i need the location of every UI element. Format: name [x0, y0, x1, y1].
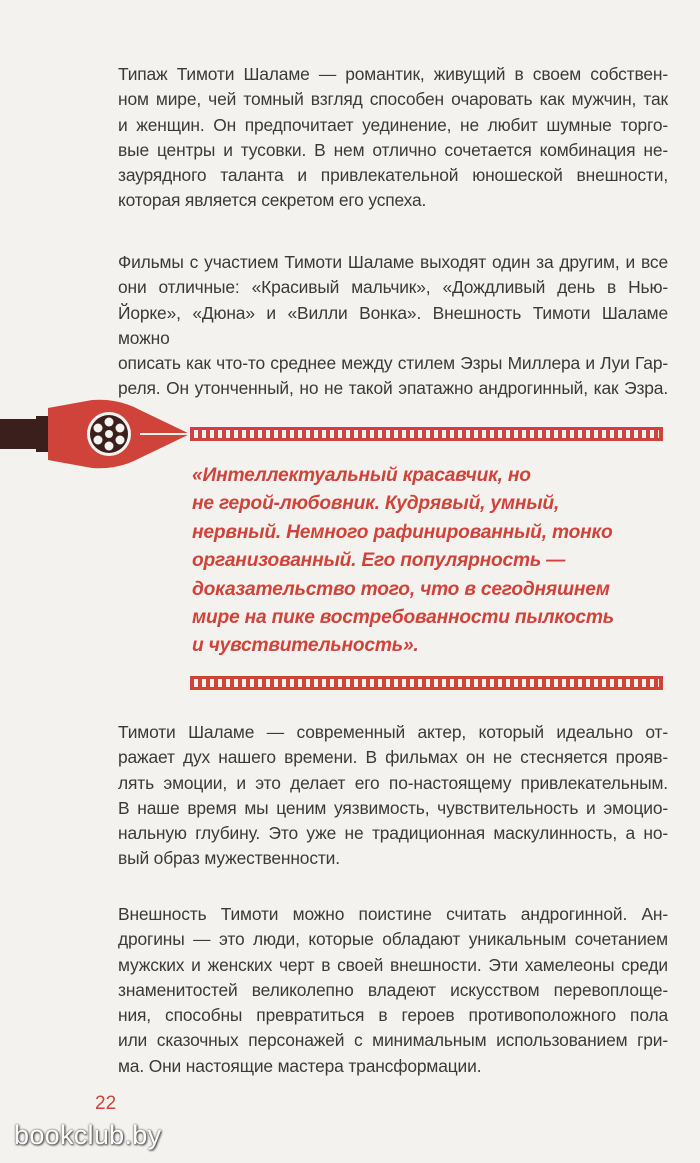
text-line: ния, способны превратиться в героев противоположного пола [118, 1005, 668, 1026]
pull-quote [192, 462, 642, 661]
quote-line: «Интеллектуальный красавчик, но [192, 465, 531, 486]
text-line: лять эмоции, и это делает его по-настоящему привлекательным. [118, 772, 668, 793]
text-line: описать как что-то среднее между стилем Эзры Миллера и Луи Гар- [118, 353, 668, 374]
paragraph-1 [118, 62, 668, 214]
text-line: или сказочных персонажей с минимальным использованием гри- [118, 1030, 668, 1051]
text-line: ма. Они настоящие мастера трансформации. [118, 1055, 482, 1076]
text-line: мужских и женских черт в своей внешности. Эти хамелеоны среди [118, 954, 668, 975]
text-line: которая является секретом его успеха. [118, 190, 427, 211]
quote-line: доказательство того, что в сегодняшнем [192, 578, 610, 600]
text-line: Типаж Тимоти Шаламе — романтик, живущий в своем собствен- [118, 64, 668, 84]
film-reel-icon [87, 412, 131, 456]
text-line: и женщин. Он предпочитает уединение, не любит шумные торго- [118, 114, 668, 135]
text-line: ном мире, чей томный взгляд способен очаровать как мужчин, так [118, 89, 668, 110]
text-line: В наше время мы ценим уязвимость, чувствительность и эмоцио- [118, 797, 668, 818]
text-line: вые центры и тусовки. В нем отлично сочетается комбинация не- [118, 139, 668, 160]
text-line: Тимоти Шаламе — современный актер, который идеально от- [118, 722, 668, 742]
text-line: заурядного таланта и привлекательной юношеской внешности, [118, 165, 668, 186]
text-line: вый образ мужественности. [118, 848, 340, 869]
quote-line: не герой-любовник. Кудрявый, умный, [192, 493, 560, 515]
paragraph-2 [118, 250, 668, 402]
text-line: нальную глубину. Это уже не традиционная маскулинность, а но- [118, 823, 668, 844]
text-line: Фильмы с участием Тимоти Шаламе выходят один за другим, и все [118, 252, 668, 272]
text-line: знаменитостей великолепно владеют искусством перевоплоще- [118, 979, 668, 1000]
text-line: реля. Он утонченный, но не такой эпатажно андрогинный, как Эзра. [118, 378, 668, 399]
quote-line: мире на пике востребованности пылкость [192, 607, 614, 629]
paragraph-4 [118, 902, 668, 1079]
paragraph-3 [118, 720, 668, 872]
quote-line: нервный. Немного рафинированный, тонко [192, 521, 613, 543]
text-line: ражает дух нашего времени. В фильмах он не стесняется прояв- [118, 747, 668, 768]
film-strip-divider-top [190, 427, 663, 441]
film-strip-divider-bottom [190, 676, 663, 690]
text-line: Йорке», «Дюна» и «Вилли Вонка». Внешность Тимоти Шаламе можно [118, 302, 668, 348]
text-line: Внешность Тимоти можно поистине считать андрогинной. Ан- [118, 904, 668, 924]
quote-line: организованный. Его популярность — [192, 550, 566, 572]
text-line: дрогины — это люди, которые обладают уникальным сочетанием [118, 929, 668, 950]
page-number: 22 [95, 1093, 117, 1114]
watermark: bookclub.by [14, 1120, 162, 1150]
fountain-pen-nib-icon [0, 388, 200, 480]
quote-line: и чувствительность». [192, 635, 419, 657]
text-line: они отличные: «Красивый мальчик», «Дождливый день в Нью- [118, 277, 668, 298]
